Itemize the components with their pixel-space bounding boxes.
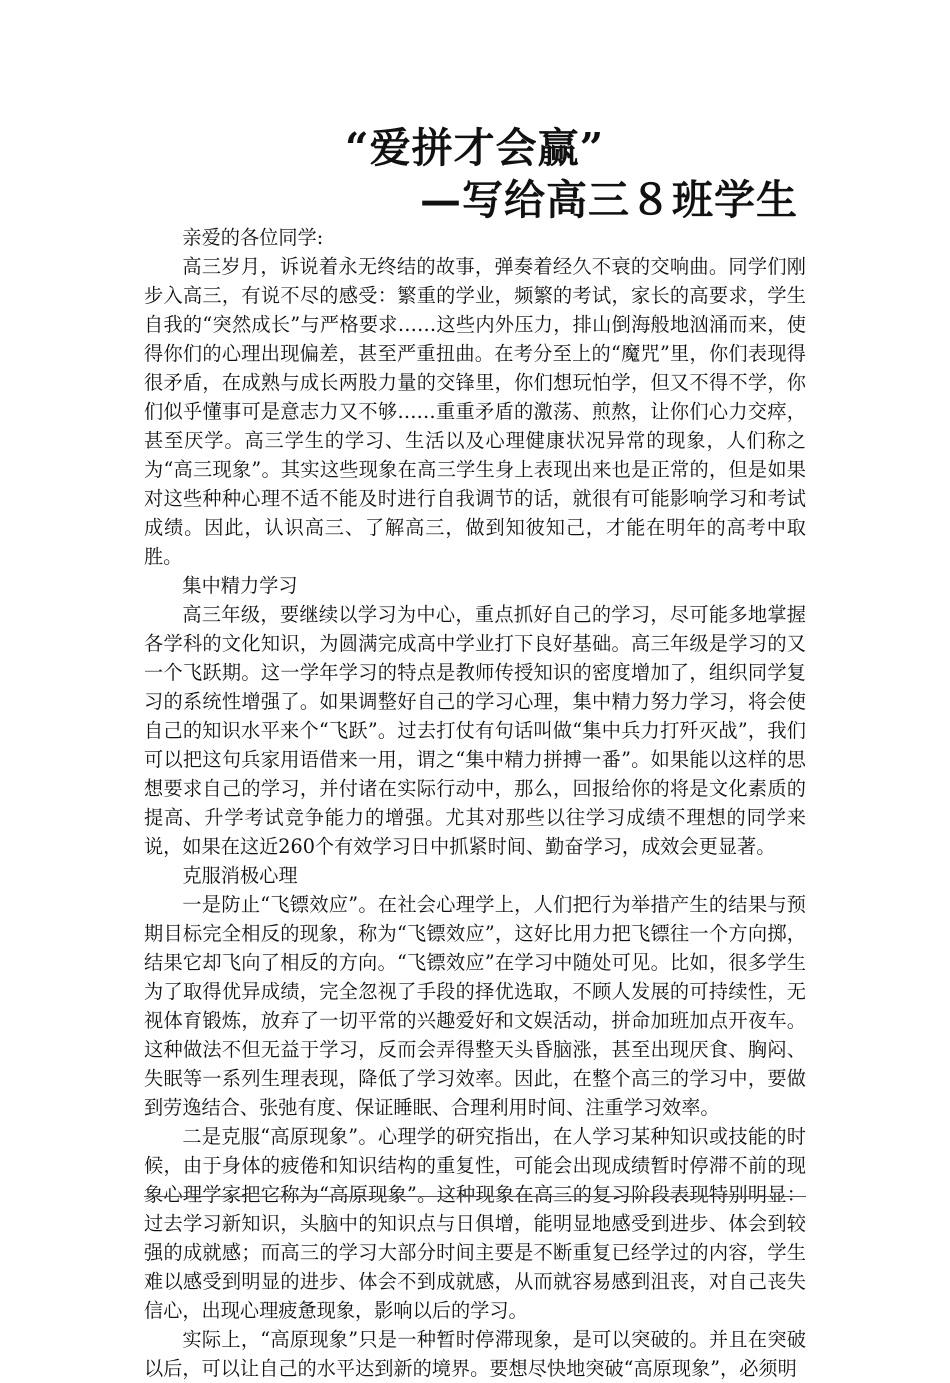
- paragraph-intro: 高三岁月，诉说着永无终结的故事，弹奏着经久不衰的交响曲。同学们刚步入高三，有说不尽的感受：繁重的学业，频繁的考试，家长的高要求，学生自我的“突然成长”与严格要求……这些内外压力，排山倒海般地汹涌而来，使得你们的心理出现偏差，甚至严重扭曲。在考分至上的“魔咒”里，你们表现得很矛盾，在成熟与成长两股力量的交锋里，你们想玩怕学，但又不得不学，你们似乎懂事可是意志力又不够……重重矛盾的激荡、煎熬，让你们心力交瘁，甚至厌学。高三学生的学习、生活以及心理健康状况异常的现象，人们称之为“高三现象”。其实这些现象在高三学生身上表现出来也是正常的，但是如果对这些种种心理不适不能及时进行自我调节的话，就很有可能影响学习和考试成绩。因此，认识高三、了解高三，做到知彼知己，才能在明年的高考中取胜。: [144, 255, 806, 568]
- document-subtitle: —写给高三８班学生: [420, 176, 798, 224]
- document-body: [144, 223, 806, 1383]
- paragraph-boomerang-effect: 一是防止“飞镖效应”。在社会心理学上，人们把行为举措产生的结果与预期目标完全相反的现象，称为“飞镖效应”，这好比用力把飞镖往一个方向掷，结果它却飞向了相反的方向。“飞镖效应”在学习中随处可见。比如，很多学生为了取得优异成绩，完全忽视了手段的择优选取，不顾人发展的可持续性，无视体育锻炼，放弃了一切平常的兴趣爱好和文娱活动，拼命加班加点开夜车。这种做法不但无益于学习，反而会弄得整天头昏脑涨，甚至出现厌食、胸闷、失眠等一系列生理表现，降低了学习效率。因此，在整个高三的学习中，要做到劳逸结合、张弛有度、保证睡眠、合理利用时间、注重学习效率。: [144, 893, 806, 1119]
- section-heading-focus: 集中精力学习: [182, 574, 298, 597]
- salutation: 亲爱的各位同学:: [182, 226, 324, 249]
- paragraph-focus: 高三年级，要继续以学习为中心，重点抓好自己的学习，尽可能多地掌握各学科的文化知识，为圆满完成高中学业打下良好基础。高三年级是学习的又一个飞跃期。这一学年学习的特点是教师传授知识的密度增加了，组织同学复习的系统性增强了。如果调整好自己的学习心理，集中精力努力学习，将会使自己的知识水平来个“飞跃”。过去打仗有句话叫做“集中兵力打歼灭战”，我们可以把这句兵家用语借来一用，谓之“集中精力拼搏一番”。如果能以这样的思想要求自己的学习，并付诸在实际行动中，那么，回报给你的将是文化素质的提高、升学考试竞争能力的增强。尤其对那些以往学习成绩不理想的同学来说，如果在这近260个有效学习日中抓紧时间、勤奋学习，成效会更显著。: [144, 603, 806, 858]
- page-bottom-divider: [144, 1196, 806, 1197]
- document-title: “爱拼才会赢”: [345, 124, 605, 172]
- section-heading-overcome: 克服消极心理: [182, 864, 298, 887]
- paragraph-plateau-breakthrough: 实际上，“高原现象”只是一种暂时停滞现象，是可以突破的。并且在突破以后，可以让自己的水平达到新的境界。要想尽快地突破“高原现象”，必须明: [144, 1328, 806, 1380]
- paragraph-plateau-phenomenon: 二是克服“高原现象”。心理学的研究指出，在人学习某种知识或技能的时候，由于身体的疲倦和知识结构的重复性，可能会出现成绩暂时停滞不前的现象心理学家把它称为“高原现象”。这种现象在高三的复习阶段表现特别明显：过去学习新知识，头脑中的知识点与日俱增，能明显地感受到进步、体会到较强的成就感；而高三的学习大部分时间主要是不断重复已经学过的内容，学生难以感受到明显的进步、体会不到成就感，从而就容易感到沮丧，对自己丧失信心，出现心理疲惫现象，影响以后的学习。: [144, 1125, 806, 1322]
